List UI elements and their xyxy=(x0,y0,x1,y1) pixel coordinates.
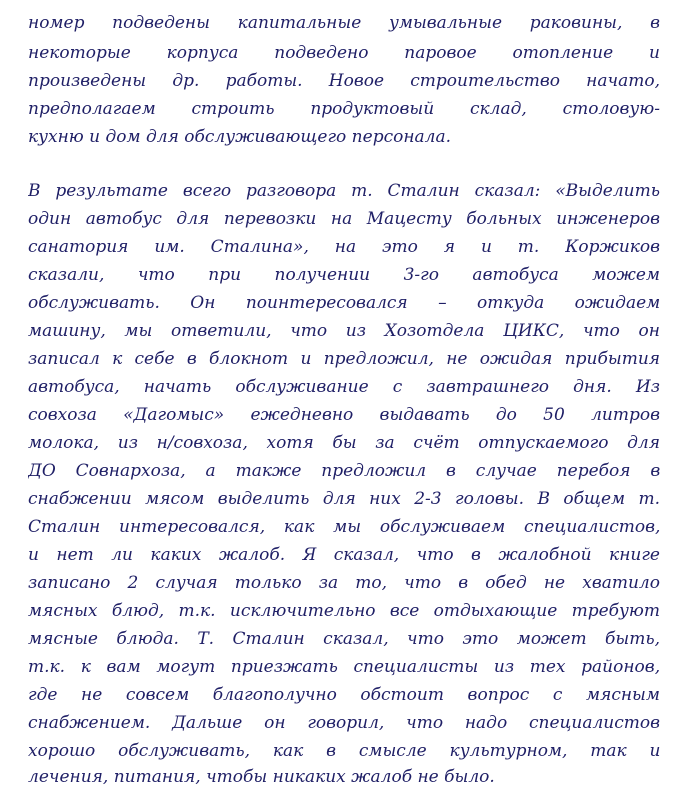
text-line: и нет ли каких жалоб. Я сказал, что в жалобной книге xyxy=(28,545,660,565)
text-line: молока, из н/совхоза, хотя бы за счёт отпускаемого для xyxy=(28,433,660,453)
text-line: некоторые корпуса подведено паровое отопление и xyxy=(28,43,660,63)
text-line: ДО Совнархоза, а также предложил в случае перебоя в xyxy=(28,461,660,481)
text-line: где не совсем благополучно обстоит вопрос с мясным xyxy=(28,685,660,705)
text-line: совхоза «Дагомыс» ежедневно выдавать до 50 литров xyxy=(28,405,660,425)
text-line: записано 2 случая только за то, что в обед не хватило xyxy=(28,573,660,593)
text-line: Сталин интересовался, как мы обслуживаем специалистов, xyxy=(28,517,660,537)
text-line: В результате всего разговора т. Сталин сказал: «Выделить xyxy=(28,181,660,201)
text-line: санатория им. Сталина», на это я и т. Коржиков xyxy=(28,237,660,257)
text-line: лечения, питания, чтобы никаких жалоб не было. xyxy=(28,767,495,787)
text-line: один автобус для перевозки на Мацесту больных инженеров xyxy=(28,209,660,229)
text-line: обслуживать. Он поинтересовался – откуда ожидаем xyxy=(28,293,660,313)
text-line: мясных блюд, т.к. исключительно все отдыхающие требуют xyxy=(28,601,660,621)
text-line: снабжением. Дальше он говорил, что надо специалистов xyxy=(28,713,660,733)
text-line: машину, мы ответили, что из Хозотдела ЦИКС, что он xyxy=(28,321,660,341)
text-line: хорошо обслуживать, как в смысле культурном, так и xyxy=(28,741,660,761)
text-line: сказали, что при получении 3-го автобуса можем xyxy=(28,265,660,285)
text-line: мясные блюда. Т. Сталин сказал, что это может быть, xyxy=(28,629,660,649)
text-line: т.к. к вам могут приезжать специалисты из тех районов, xyxy=(28,657,660,677)
text-line: автобуса, начать обслуживание с завтрашнего дня. Из xyxy=(28,377,660,397)
text-line: кухню и дом для обслуживающего персонала. xyxy=(28,127,452,147)
text-line: номер подведены капитальные умывальные раковины, в xyxy=(28,13,660,33)
text-line: снабжении мясом выделить для них 2-3 головы. В общем т. xyxy=(28,489,660,509)
text-line: записал к себе в блокнот и предложил, не ожидая прибытия xyxy=(28,349,660,369)
text-line: произведены др. работы. Новое строительство начато, xyxy=(28,71,660,91)
text-line: предполагаем строить продуктовый склад, столовую- xyxy=(28,99,660,119)
